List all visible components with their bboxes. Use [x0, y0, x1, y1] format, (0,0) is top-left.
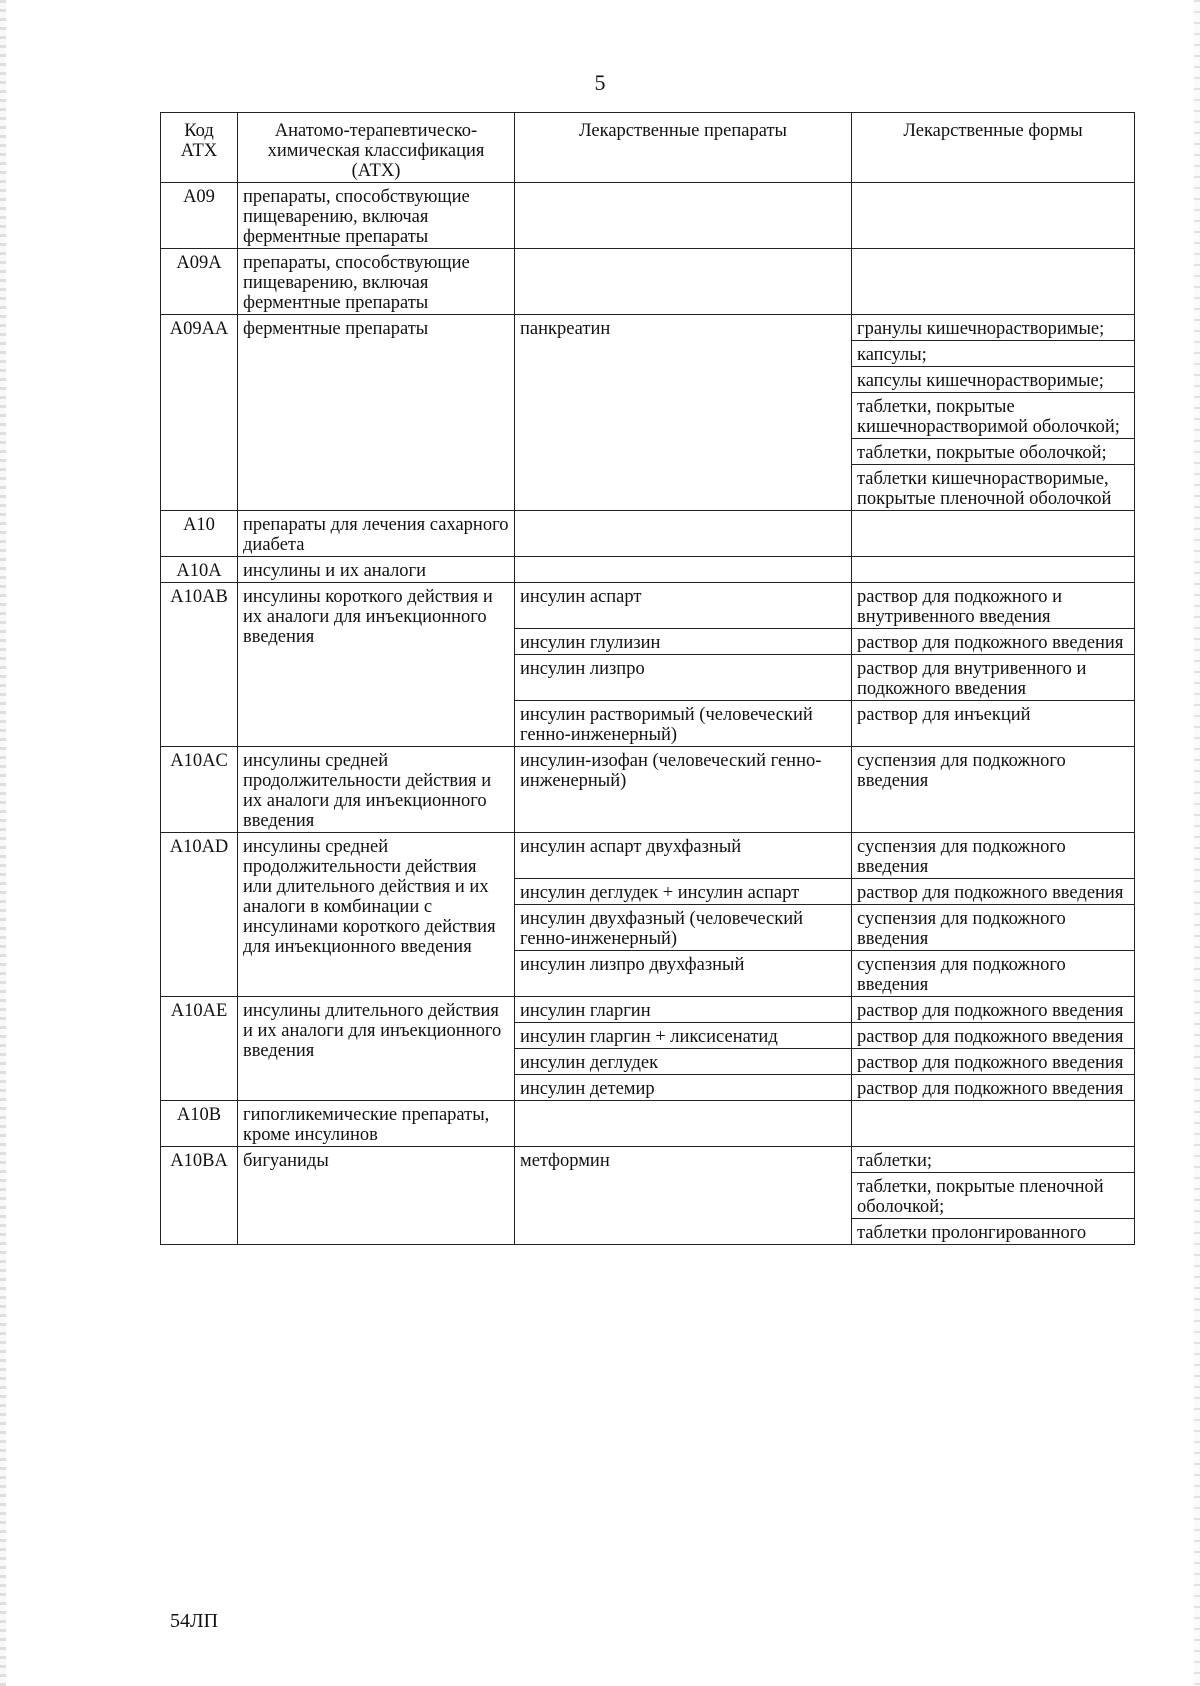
dosage-forms-cell [852, 701, 1135, 747]
table-row [161, 249, 1135, 315]
atc-classification-cell: препараты, способствующие пищеварению, включая ферментные препараты [238, 183, 515, 249]
table-row [161, 315, 1135, 511]
dosage-forms-cell [852, 629, 1135, 655]
page-number: 5 [594, 70, 606, 95]
dosage-form-item: таблетки, покрытые оболочкой; [852, 438, 1134, 464]
dosage-forms-cell [852, 655, 1135, 701]
atc-code-cell: A10 [161, 511, 238, 557]
atc-classification-cell: препараты, способствующие пищеварению, включая ферментные препараты [238, 249, 515, 315]
dosage-form-item: раствор для инъекций [857, 705, 1031, 725]
dosage-form-item: раствор для внутривенного и подкожного введения [857, 659, 1087, 699]
dosage-form-item: суспензия для подкожного введения [857, 751, 1066, 791]
drug-name-cell: инсулин аспарт двухфазный [515, 833, 852, 879]
drug-name-cell: инсулин лизпро двухфазный [515, 951, 852, 997]
atc-code-cell: A10A [161, 557, 238, 583]
atc-code-cell: A09AA [161, 315, 238, 511]
dosage-forms-cell [852, 1023, 1135, 1049]
atc-code-cell: A10BA [161, 1147, 238, 1245]
atc-classification-cell: бигуаниды [238, 1147, 515, 1245]
drug-cell-empty [515, 249, 852, 315]
form-cell-empty [852, 1101, 1135, 1147]
table-row [161, 747, 1135, 833]
drug-name-cell: инсулин детемир [515, 1075, 852, 1101]
drug-cell-empty [515, 1101, 852, 1147]
dosage-forms-cell [852, 1075, 1135, 1101]
dosage-form-item: таблетки пролонгированного [852, 1218, 1134, 1244]
drug-name-cell: инсулин растворимый (человеческий генно-инженерный) [515, 701, 852, 747]
atc-drug-table [160, 112, 1135, 1245]
dosage-form-item: раствор для подкожного введения [857, 883, 1124, 903]
drug-name-cell: метформин [515, 1147, 852, 1245]
dosage-form-item: раствор для подкожного введения [857, 1001, 1124, 1021]
drug-name-cell: инсулин гларгин + ликсисенатид [515, 1023, 852, 1049]
header-forms: Лекарственные формы [852, 113, 1135, 183]
dosage-forms-cell [852, 879, 1135, 905]
table-row [161, 583, 1135, 629]
dosage-form-item: капсулы кишечнорастворимые; [852, 366, 1134, 392]
table-header-row [161, 113, 1135, 183]
scan-edge-left [0, 0, 6, 1686]
table-row [161, 183, 1135, 249]
dosage-form-item: таблетки, покрытые кишечнорастворимой оболочкой; [852, 392, 1134, 438]
dosage-forms-cell [852, 905, 1135, 951]
atc-code-cell: A10AB [161, 583, 238, 747]
atc-code-cell: A10B [161, 1101, 238, 1147]
atc-code-cell: A10AE [161, 997, 238, 1101]
drug-name-cell: инсулин деглудек + инсулин аспарт [515, 879, 852, 905]
dosage-form-item: гранулы кишечнорастворимые; [857, 319, 1105, 339]
dosage-form-item: суспензия для подкожного введения [857, 837, 1066, 877]
header-code: Код АТХ [161, 113, 238, 183]
atc-code-cell: A09 [161, 183, 238, 249]
atc-classification-cell: препараты для лечения сахарного диабета [238, 511, 515, 557]
dosage-form-item: суспензия для подкожного введения [857, 955, 1066, 995]
atc-code-cell: A09A [161, 249, 238, 315]
table-row [161, 1101, 1135, 1147]
form-cell-empty [852, 511, 1135, 557]
drug-cell-empty [515, 557, 852, 583]
dosage-form-item: раствор для подкожного введения [857, 1027, 1124, 1047]
dosage-forms-cell [852, 951, 1135, 997]
drug-name-cell: инсулин двухфазный (человеческий генно-инженерный) [515, 905, 852, 951]
footer-code: 54ЛП [170, 1610, 219, 1632]
dosage-forms-cell [852, 1049, 1135, 1075]
dosage-form-item: таблетки, покрытые пленочной оболочкой; [852, 1172, 1134, 1218]
atc-classification-cell: инсулины короткого действия и их аналоги для инъекционного введения [238, 583, 515, 747]
table-row [161, 557, 1135, 583]
drug-name-cell: инсулин гларгин [515, 997, 852, 1023]
atc-classification-cell: ферментные препараты [238, 315, 515, 511]
atc-classification-cell: гипогликемические препараты, кроме инсулинов [238, 1101, 515, 1147]
drug-name-cell: инсулин лизпро [515, 655, 852, 701]
atc-classification-cell: инсулины средней продолжительности действия или длительного действия и их аналоги в комбинации с инсулинами короткого действия для инъекционного введения [238, 833, 515, 997]
dosage-forms-cell [852, 747, 1135, 833]
dosage-forms-cell [852, 583, 1135, 629]
atc-classification-cell: инсулины и их аналоги [238, 557, 515, 583]
table-row [161, 1147, 1135, 1245]
table-body [161, 183, 1135, 1245]
drug-name-cell: инсулин деглудек [515, 1049, 852, 1075]
dosage-forms-cell [852, 1147, 1135, 1245]
header-classification: Анатомо-терапевтическо-химическая классификация (АТХ) [238, 113, 515, 183]
dosage-forms-cell [852, 833, 1135, 879]
table-row [161, 997, 1135, 1023]
dosage-form-item: таблетки; [857, 1151, 933, 1171]
form-cell-empty [852, 557, 1135, 583]
drug-name-cell: инсулин аспарт [515, 583, 852, 629]
dosage-form-item: раствор для подкожного введения [857, 1053, 1124, 1073]
drug-cell-empty [515, 183, 852, 249]
atc-classification-cell: инсулины длительного действия и их аналоги для инъекционного введения [238, 997, 515, 1101]
form-cell-empty [852, 183, 1135, 249]
atc-code-cell: A10AD [161, 833, 238, 997]
dosage-form-item: капсулы; [852, 340, 1134, 366]
dosage-form-item: раствор для подкожного и внутривенного введения [857, 587, 1062, 627]
dosage-form-item: раствор для подкожного введения [857, 1079, 1124, 1099]
dosage-form-item: суспензия для подкожного введения [857, 909, 1066, 949]
dosage-forms-cell [852, 315, 1135, 511]
drug-name-cell: панкреатин [515, 315, 852, 511]
scan-edge-right [1194, 0, 1200, 1686]
drug-name-cell: инсулин глулизин [515, 629, 852, 655]
header-drugs: Лекарственные препараты [515, 113, 852, 183]
atc-classification-cell: инсулины средней продолжительности действия и их аналоги для инъекционного введения [238, 747, 515, 833]
atc-code-cell: A10AC [161, 747, 238, 833]
drug-name-cell: инсулин-изофан (человеческий генно-инженерный) [515, 747, 852, 833]
form-cell-empty [852, 249, 1135, 315]
table-row [161, 833, 1135, 879]
table-row [161, 511, 1135, 557]
dosage-forms-cell [852, 997, 1135, 1023]
dosage-form-item: раствор для подкожного введения [857, 633, 1124, 653]
drug-cell-empty [515, 511, 852, 557]
dosage-form-item: таблетки кишечнорастворимые, покрытые пленочной оболочкой [852, 464, 1134, 510]
